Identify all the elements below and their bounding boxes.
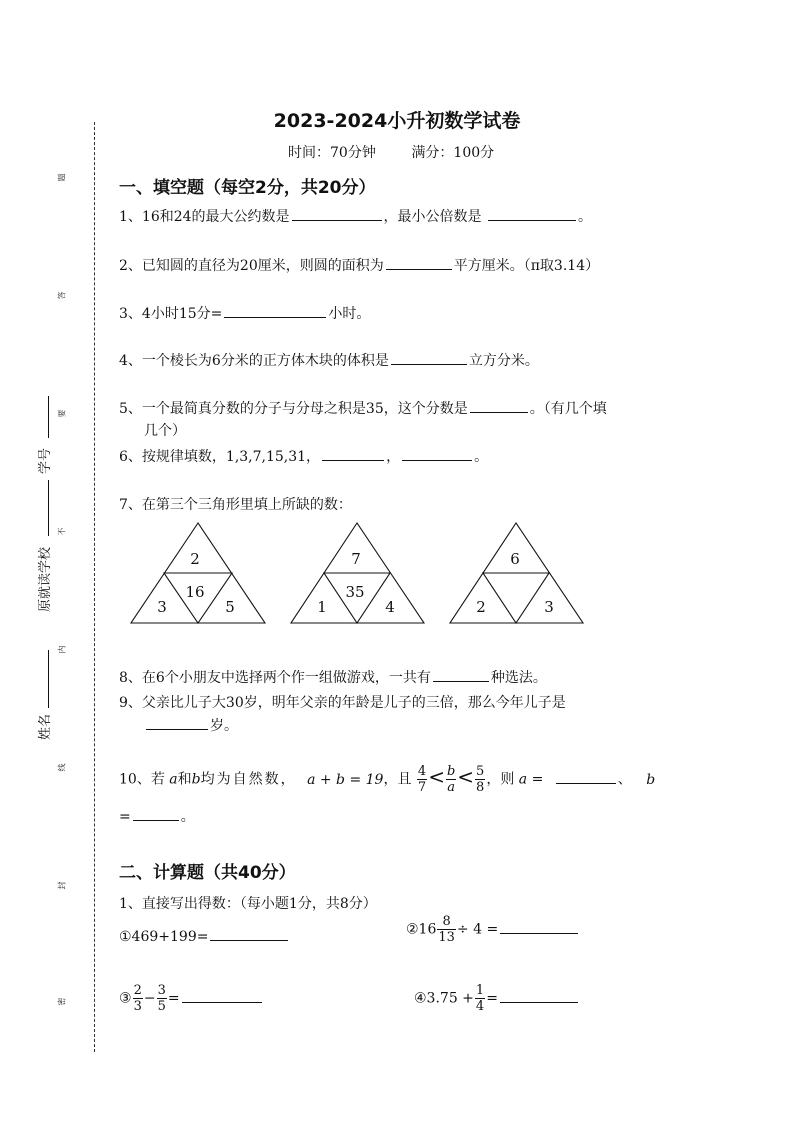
triangle-2-center: 35 xyxy=(345,583,365,601)
margin-char-2: 答 xyxy=(57,291,67,300)
calc-1: ①469+199= xyxy=(119,926,290,945)
calc-2-fraction: $\frac{8}{13}$ xyxy=(438,914,455,945)
calc-2: ②16 $\frac{8}{13}$ ÷ 4 = xyxy=(406,914,580,945)
question-4: 4、一个棱长为6分米的正方体木块的体积是 立方分米。 xyxy=(119,350,539,370)
margin-char-5: 内 xyxy=(57,645,67,654)
margin-char-1: 题 xyxy=(57,173,67,182)
school-label: 原就读学校 xyxy=(38,546,53,612)
calc-2-answer-blank[interactable] xyxy=(500,919,578,934)
question-7: 7、在第三个三角形里填上所缺的数： xyxy=(119,497,352,513)
q10-answer-blank-b[interactable] xyxy=(133,806,179,821)
section2-heading: 二、计算题（共40分） xyxy=(119,863,296,883)
student-id-label: 学号 xyxy=(38,447,53,474)
triangle-1-left: 3 xyxy=(157,598,167,616)
page-title: 2023-2024小升初数学试卷 xyxy=(273,110,521,132)
margin-char-7: 封 xyxy=(57,881,67,890)
triangle-1-top: 2 xyxy=(190,550,200,568)
calc-4-answer-blank[interactable] xyxy=(500,988,578,1003)
q8-answer-blank[interactable] xyxy=(433,667,489,682)
calc-3-answer-blank[interactable] xyxy=(182,988,262,1003)
q9-answer-blank[interactable] xyxy=(146,715,208,730)
q10-fraction-3: $\frac{5}{8}$ xyxy=(476,764,485,795)
question-5: 5、一个最简真分数的分子与分母之积是35，这个分数是 。（有几个填 xyxy=(119,398,607,418)
calc-4-fraction: $\frac{1}{4}$ xyxy=(475,983,485,1014)
score-info: 满分：100分 xyxy=(411,145,495,161)
question-2: 2、已知圆的直径为20厘米，则圆的面积为 平方厘米。（π取3.14） xyxy=(119,255,599,275)
name-label: 姓名 xyxy=(38,713,53,740)
time-info: 时间：70分钟 xyxy=(288,145,376,161)
q10-fraction-2: $\frac{b}{a}$ xyxy=(446,764,456,795)
question-1: 1、16和24的最大公约数是 ，最小公倍数是 。 xyxy=(119,206,592,226)
triangle-2-top: 7 xyxy=(351,550,361,568)
triangle-3-right: 3 xyxy=(544,598,554,616)
section2-sub1: 1、直接写出得数：（每小题1分，共8分） xyxy=(119,896,377,912)
triangle-3-top: 6 xyxy=(510,550,520,568)
calc-3-fraction-2: $\frac{3}{5}$ xyxy=(157,983,166,1014)
q10-fraction-1: $\frac{4}{7}$ xyxy=(417,764,427,795)
calc-3-fraction-1: $\frac{2}{3}$ xyxy=(133,983,142,1014)
calc-1-answer-blank[interactable] xyxy=(210,926,288,941)
question-9-cont: 岁。 xyxy=(144,715,238,735)
question-9: 9、父亲比儿子大30岁，明年父亲的年龄是儿子的三倍，那么今年儿子是 xyxy=(119,695,566,711)
question-8: 8、在6个小朋友中选择两个作一组做游戏，一共有 种选法。 xyxy=(119,667,547,687)
calc-3: ③ $\frac{2}{3}$ − $\frac{3}{5}$ = xyxy=(119,983,264,1014)
triangle-2-right: 4 xyxy=(385,598,395,616)
calc-4: ④3.75 + $\frac{1}{4}$ = xyxy=(414,983,580,1014)
margin-char-3: 要 xyxy=(57,409,67,418)
triangle-3-left: 2 xyxy=(476,598,486,616)
triangle-2-left: 1 xyxy=(317,598,327,616)
question-3: 3、4小时15分= 小时。 xyxy=(119,303,370,323)
margin-char-6: 线 xyxy=(57,763,67,772)
question-5-cont: 几个） xyxy=(144,423,186,439)
margin-char-8: 密 xyxy=(57,997,67,1006)
section1-heading: 一、填空题（每空2分，共20分） xyxy=(119,178,376,198)
triangle-1-center: 16 xyxy=(185,583,205,601)
question-10: 10、若 a和b均为自然数， a + b = 19，且 $\frac{4}{7}$ < $\frac{b}{a}$ < $\frac{5}{8}$ ，则 a = 、 b xyxy=(119,764,656,795)
margin-char-4: 不 xyxy=(57,527,67,536)
triangle-1-right: 5 xyxy=(225,598,235,616)
question-10-cont: = 。 xyxy=(119,806,195,826)
question-6: 6、按规律填数，1,3,7,15,31， ， 。 xyxy=(119,446,488,466)
q10-answer-blank-a[interactable] xyxy=(556,769,616,784)
